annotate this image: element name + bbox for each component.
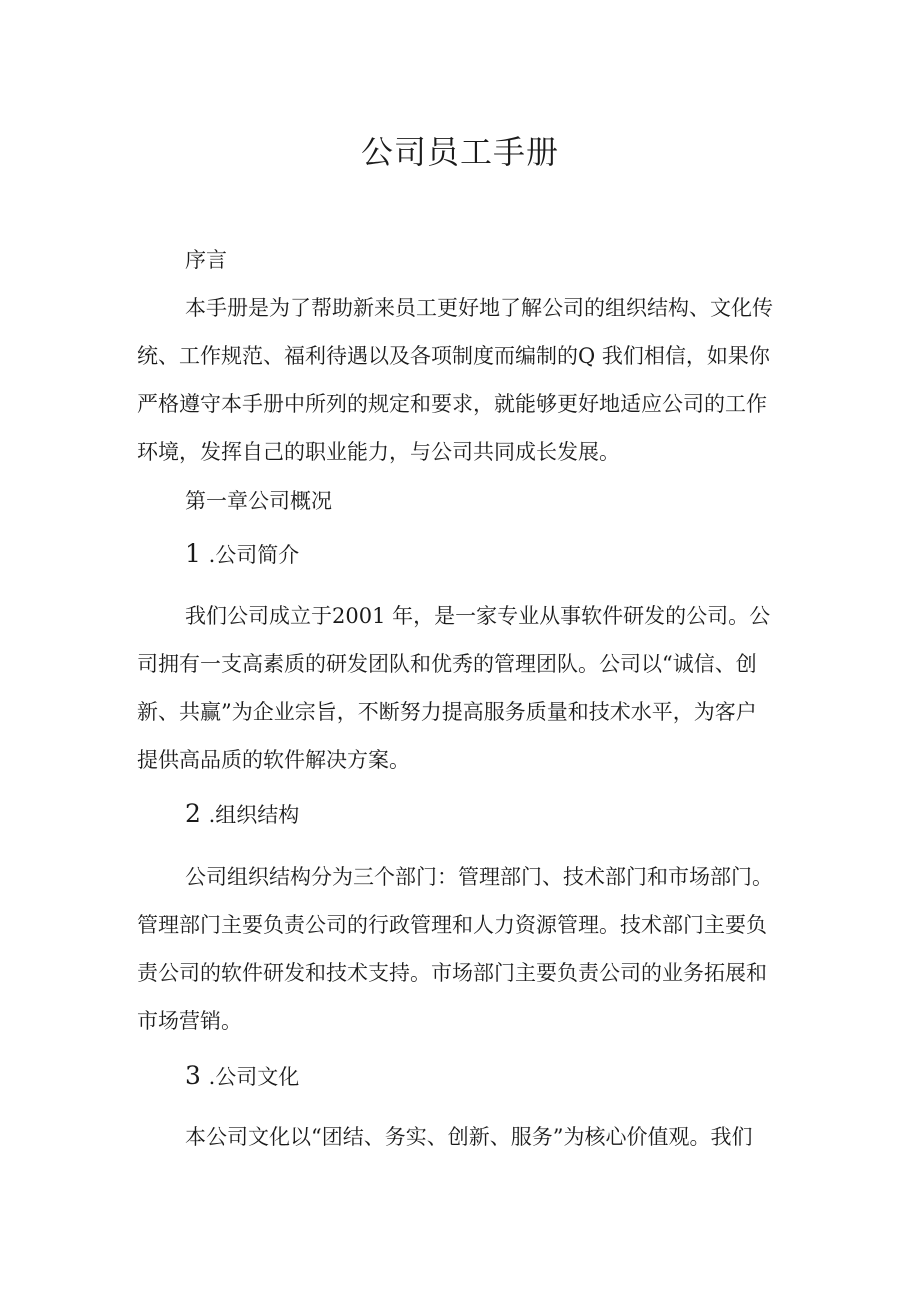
section-title: .公司简介 — [208, 543, 300, 567]
section-number: 2 — [185, 799, 202, 828]
section-heading — [185, 539, 299, 570]
preface-line: 本手册是为了帮助新来员工更好地了解公司的组织结构、文化传 — [185, 296, 773, 320]
preface-line: 统、工作规范、福利待遇以及各项制度而编制的Q 我们相信，如果你 — [137, 344, 770, 368]
body-line: 市场营销。 — [137, 1009, 242, 1033]
section-title: .组织结构 — [208, 803, 300, 827]
section-number: 3 — [185, 1061, 202, 1090]
body-line: 司拥有一支高素质的研发团队和优秀的管理团队。公司以“诚信、创 — [137, 652, 757, 676]
preface-line: 环境，发挥自己的职业能力，与公司共同成长发展。 — [137, 440, 620, 464]
body-line: 公司组织结构分为三个部门：管理部门、技术部门和市场部门。 — [185, 865, 773, 889]
body-line: 本公司文化以“团结、务实、创新、服务”为核心价值观。我们 — [185, 1125, 753, 1149]
section-heading — [185, 799, 299, 830]
body-line: 管理部门主要负责公司的行政管理和人力资源管理。技术部门主要负 — [137, 913, 767, 937]
section-title: .公司文化 — [208, 1065, 300, 1089]
section-number: 1 — [185, 539, 202, 568]
document-title: 公司员工手册 — [360, 133, 559, 171]
body-line: 提供高品质的软件解决方案。 — [137, 748, 410, 772]
section-heading — [185, 1061, 299, 1092]
body-line: 我们公司成立于2001 年，是一家专业从事软件研发的公司。公 — [185, 604, 771, 628]
preface-heading: 序言 — [185, 248, 227, 272]
chapter-heading: 第一章公司概况 — [185, 489, 332, 513]
body-line: 责公司的软件研发和技术支持。市场部门主要负责公司的业务拓展和 — [137, 961, 767, 985]
body-line: 新、共赢”为企业宗旨，不断努力提高服务质量和技术水平，为客户 — [137, 700, 757, 724]
preface-line: 严格遵守本手册中所列的规定和要求，就能够更好地适应公司的工作 — [137, 392, 767, 416]
